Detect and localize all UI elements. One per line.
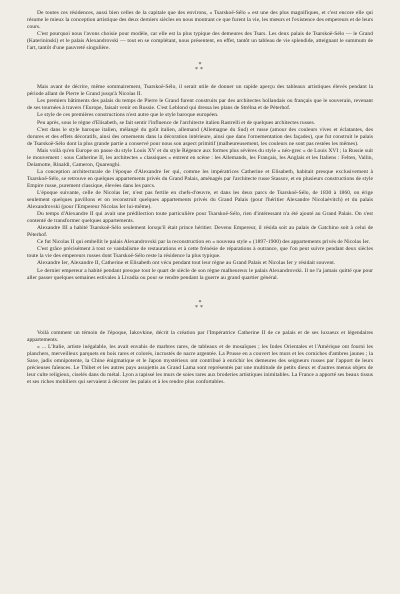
paragraph: Ce fut Nicolas II qui embellit le palais Alexandrovski par la reconstruction en « nouveau style » (1897-1900) des appartements privés de Nicolas Ier. — [37, 239, 370, 246]
paragraph: Les premiers bâtiments des palais du temps de Pierre le Grand furent construits par des architectes hollandais ou français que le souverain, revenant de ses tournées à travers l'Europe, faisait venir en Russie. C'est Leblond qui dressa les plans de Strélna et de Péterhof. — [27, 98, 373, 112]
paragraph: L'époque suivante, celle de Nicolas Ier, n'est pas fertile en chefs-d'œuvre, et dans les deux parcs de Tsarskoë-Sélo, de 1830 à 1860, on érige seulement quelques pavillons et on reconstruit quelques appartements privés du Grand Palais (pour l'héritier Alexandre Nicolaévitch) et du palais Alexandrovski (pour l'Empereur Nicolas Ier lui-même). — [27, 189, 373, 211]
paragraph: C'est dans le style baroque italien, mélangé du goût italien, allemand (Allemagne du Sud) et russe (amour des couleurs vives et éclatantes, des dorures et des effets décoratifs, ainsi des ornements dans la décoration intérieure, ainsi que dans l'ornementation des façades), que fut construit le palais de Tsarskoë-Sélo dont la plus grande partie a conservé pour nous son aspect primitif (malheureusement, les couleurs ne sont pas restées les mêmes). — [27, 126, 373, 147]
section-intro — [27, 10, 373, 52]
paragraph: C'est grâce précisément à tout ce vandalisme de restaurations et à cette frénésie de réparations à outrance, que l'on peut suivre pendant deux siècles toute la vie des empereurs russes dont Tsarskoë-Sélo reste la résidence la plus typique. — [27, 246, 373, 260]
asterism-divider: * ** — [195, 299, 205, 311]
paragraph: Alexandre Ier, Alexandre II, Catherine et Elisabeth ont vécu pendant tout leur règne au Grand Palais et Nicolas Ier y résidait souvent. — [37, 260, 336, 267]
section-iakovkine — [27, 330, 373, 386]
paragraph: C'est pourquoi nous l'avons choisie pour modèle, car elle est la plus typique des demeures des Tsars. Les deux palais de Tsarskoë-Sélo — le Grand (Katerininski) et le palais Alexandrovski — tout en se complétant, nous présentent, en effet, tantôt un tableau de vie splendide, atteignant le summum de l'art, tantôt d'une pauvreté singulière. — [27, 31, 373, 52]
paragraph: Mais voilà qu'en Europe on passe du style Louis XV et du style Régence aux formes plus sévères du style « néo-grec » de Louis XVI ; la Russie suit le mouvement : sous Catherine II, les architectes « classiques » entrent en scène : les Allemands, les Français, les Anglais et les Italiens : Felten, Vallin, Delamotte, Rinaldi, Cameron, Quarenghi. — [27, 147, 373, 168]
paragraph: Du temps d'Alexandre II qui avait une prédilection toute particulière pour Tsarskoë-Sélo, rien d'intéressant n'a été ajouté au Grand Palais. On s'est contenté de transformer quelques appartements. — [27, 211, 373, 225]
paragraph: Mais avant de décrire, même sommairement, Tsarskoë-Sélo, il serait utile de donner un rapide aperçu des tableaux artistiques élevés pendant la période allant de Pierre le Grand jusqu'à Nicolas II. — [27, 84, 373, 98]
paragraph: Alexandre III a habité Tsarskoë-Sélo seulement lorsqu'il était prince héritier. Devenu Empereur, il résida soit au palais de Gatchino soit à celui de Péterhof. — [27, 225, 373, 239]
paragraph: La conception architecturale de l'époque d'Alexandre Ier qui, comme les impératrices Catherine et Elisabeth, habitait presque exclusivement à Tsarskoë-Sélo, se retrouve en quelques appartements privés du Grand Palais, aménagés par l'architecte russe Stassov, et en plusieurs constructions de style Empire russe, purement classique, élevées dans les parcs. — [27, 168, 373, 189]
paragraph: Le dernier empereur a habité pendant presque tout le quart de siècle de son règne malheureux le palais Alexandrovski. Il ne l'a jamais quitté que pour aller passer quelques semaines estivales à Livadia ou pour se rendre pendant la guerre au grand quartier général. — [27, 267, 373, 281]
quoted-paragraph: « ... L'Italie, artiste inégalable, les avait envahis de marbres rares, de tableaux et de mosaïques ; les Indes Orientales et l'Amérique ont fourni les planchers, merveilleux parquets en bois rares et colorés, incrustés de nacre argentée. La Prusse en a couvert les murs et les corniches d'ambres jaunes ; la Saxe, jadis omnipotente, la Chine énigmatique et le Japon mystérieux ont contribué à enrichir les demeures des seigneurs russes par l'apport de leurs précieuses faïences. Le Thibet et les autres pays assujettis au Grand Lama sont représentés par une multitude de petits dieux et d'autres menus objets de leur culte religieux, ciselés dans du métal. Lyon a tapissé les murs de soies rares aux broderies artistiques inimitables. La France a apporté ses beaux tissus et ses riches mobiliers qui servaient à décorer les palais et à les rendre plus confortables. — [27, 343, 373, 385]
paragraph: Peu après, sous le règne d'Elisabeth, se fait sentir l'influence de l'architecte italien Rastrelli et de quelques architectes russes. — [37, 119, 316, 126]
section-architecture — [27, 84, 373, 281]
paragraph: De toutes ces résidences, aussi bien celles de la capitale que des environs, « Tsarskoë-Sélo » est une des plus magnifiques, et c'est encore elle qui résume le mieux la conception artistique des deux derniers siècles en nous montrant ce que furent la vie, les mœurs et l'existence des empereurs et de leurs cours. — [27, 10, 373, 31]
paragraph: Le style de ces premières constructions n'est autre que le style baroque européen. — [37, 112, 219, 119]
paragraph: Voilà comment un témoin de l'époque, Iakovkine, décrit la création par l'Impératrice Catherine II de ce palais et de ses luxueux et légendaires appartements. — [27, 329, 373, 343]
asterism-divider: * ** — [195, 62, 205, 74]
